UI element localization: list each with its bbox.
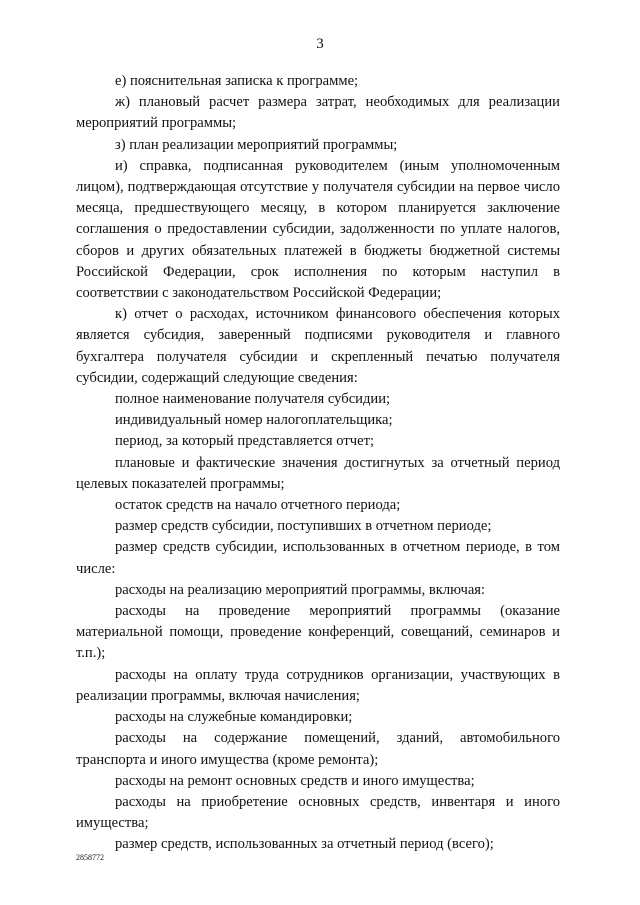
paragraph-zh: ж) плановый расчет размера затрат, необходимых для реализации мероприятий программы; [76, 94, 560, 132]
expense-maintenance: расходы на содержание помещений, зданий, автомобильного транспорта и иного имущества (кроме ремонта); [76, 730, 560, 768]
report-item-period: период, за который представляется отчет; [115, 433, 375, 450]
expense-labor: расходы на оплату труда сотрудников организации, участвующих в реализации программы, включая начисления; [76, 666, 560, 704]
paragraph-i: и) справка, подписанная руководителем (иным уполномоченным лицом), подтверждающая отсутствие у получателя субсидии на первое число месяца, предшествующего месяцу, в котором планируется заключение соглашения о предоставлении субсидии, задолженности по уплате налогов, сборов и других обязательных платежей в бюджеты бюджетной системы Российской Федерации, срок исполнения по которым наступил в соответствии с законодательством Российской Федерации; [76, 157, 560, 302]
paragraph-e: е) пояснительная записка к программе; [115, 73, 359, 89]
report-item-indicators: плановые и фактические значения достигнутых за отчетный период целевых показателей программы; [76, 454, 560, 492]
page-number: 3 [316, 36, 324, 52]
paragraph-k: к) отчет о расходах, источником финансового обеспечения которых является субсидия, заверенный подписями руководителя и главного бухгалтера получателя субсидии и скрепленный печатью получателя субсидии, содержащий следующие сведения: [76, 306, 560, 386]
paragraph-z: з) план реализации мероприятий программы; [115, 136, 398, 153]
document-body [76, 71, 560, 856]
report-item-received-funds: размер средств субсидии, поступивших в отчетном периоде; [115, 518, 492, 535]
report-item-full-name: полное наименование получателя субсидии; [115, 391, 391, 408]
report-item-inn: индивидуальный номер налогоплательщика; [115, 412, 393, 429]
report-item-opening-balance: остаток средств на начало отчетного периода; [115, 497, 401, 514]
expense-program-implementation: расходы на реализацию мероприятий программы, включая: [115, 581, 486, 598]
report-item-used-funds: размер средств субсидии, использованных в отчетном периоде, в том числе: [76, 539, 560, 577]
expense-events: расходы на проведение мероприятий программы (оказание материальной помощи, проведение конференций, совещаний, семинаров и т.п.); [76, 603, 560, 662]
document-code: 2858772 [76, 853, 104, 862]
expense-travel: расходы на служебные командировки; [115, 709, 353, 726]
expense-repair: расходы на ремонт основных средств и иного имущества; [115, 772, 475, 789]
report-item-total-used: размер средств, использованных за отчетный период (всего); [115, 836, 494, 853]
expense-acquisition: расходы на приобретение основных средств, инвентаря и иного имущества; [76, 793, 560, 832]
